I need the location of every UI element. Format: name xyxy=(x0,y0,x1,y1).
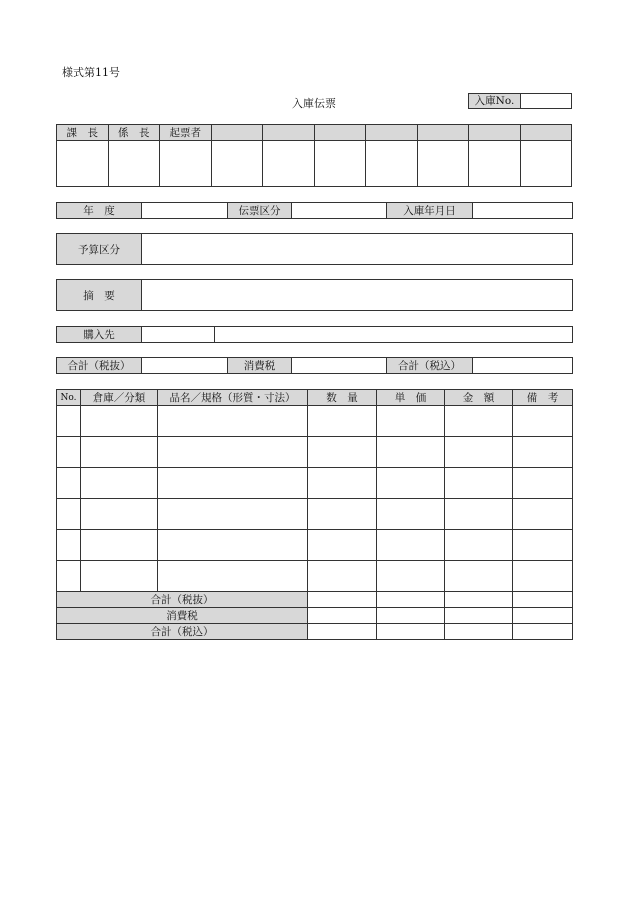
items-tax-remarks[interactable] xyxy=(513,608,573,624)
items-subtotal-quantity[interactable] xyxy=(308,592,377,608)
approval-header-blank xyxy=(417,125,469,141)
items-tax-label: 消費税 xyxy=(57,608,308,624)
page-title: 入庫伝票 xyxy=(292,97,336,110)
approval-header-blank xyxy=(211,125,263,141)
approval-header-blank xyxy=(520,125,572,141)
stamp-cell[interactable] xyxy=(314,141,366,187)
item-quantity-cell[interactable] xyxy=(308,530,377,561)
budget-label: 予算区分 xyxy=(57,234,142,265)
item-warehouse-cell[interactable] xyxy=(81,437,158,468)
items-header-warehouse: 倉庫／分類 xyxy=(81,390,158,406)
receipt-date-label: 入庫年月日 xyxy=(387,203,473,219)
item-product-cell[interactable] xyxy=(158,406,308,437)
total-field[interactable] xyxy=(473,358,573,374)
item-quantity-cell[interactable] xyxy=(308,561,377,592)
item-amount-cell[interactable] xyxy=(445,561,513,592)
item-product-cell[interactable] xyxy=(158,468,308,499)
items-subtotal-label: 合計（税抜） xyxy=(57,592,308,608)
receipt-date-field[interactable] xyxy=(473,203,573,219)
item-no-cell[interactable] xyxy=(57,561,81,592)
info-row xyxy=(56,202,573,219)
stamp-cell[interactable] xyxy=(366,141,418,187)
table-row xyxy=(57,406,573,437)
table-row xyxy=(57,437,573,468)
receipt-no-label: 入庫No. xyxy=(468,93,521,109)
summary-field[interactable] xyxy=(142,280,573,311)
form-number: 様式第11号 xyxy=(62,66,120,79)
items-header-unit-price: 単 価 xyxy=(377,390,445,406)
table-row xyxy=(57,499,573,530)
slip-category-label: 伝票区分 xyxy=(228,203,292,219)
supplier-label: 購入先 xyxy=(57,327,142,343)
item-amount-cell[interactable] xyxy=(445,468,513,499)
item-unit-price-cell[interactable] xyxy=(377,499,445,530)
item-remarks-cell[interactable] xyxy=(513,406,573,437)
item-no-cell[interactable] xyxy=(57,437,81,468)
items-header-product: 品名／規格（形質・寸法） xyxy=(158,390,308,406)
stamp-cell[interactable] xyxy=(263,141,315,187)
items-total-amount[interactable] xyxy=(445,624,513,640)
items-header-quantity: 数 量 xyxy=(308,390,377,406)
items-total-label: 合計（税込） xyxy=(57,624,308,640)
items-subtotal-amount[interactable] xyxy=(445,592,513,608)
approval-header-blank xyxy=(263,125,315,141)
item-quantity-cell[interactable] xyxy=(308,437,377,468)
table-row xyxy=(57,561,573,592)
approval-header-chief: 係 長 xyxy=(108,125,160,141)
approval-header-blank xyxy=(366,125,418,141)
item-warehouse-cell[interactable] xyxy=(81,499,158,530)
stamp-cell[interactable] xyxy=(520,141,572,187)
item-no-cell[interactable] xyxy=(57,499,81,530)
stamp-cell[interactable] xyxy=(211,141,263,187)
fiscal-year-label: 年 度 xyxy=(57,203,142,219)
item-warehouse-cell[interactable] xyxy=(81,530,158,561)
item-no-cell[interactable] xyxy=(57,406,81,437)
stamp-cell[interactable] xyxy=(469,141,521,187)
summary-label: 摘 要 xyxy=(57,280,142,311)
item-quantity-cell[interactable] xyxy=(308,468,377,499)
items-tax-unit-price[interactable] xyxy=(377,608,445,624)
item-warehouse-cell[interactable] xyxy=(81,561,158,592)
table-row xyxy=(57,530,573,561)
stamp-cell-manager[interactable] xyxy=(57,141,109,187)
items-total-quantity[interactable] xyxy=(308,624,377,640)
approval-header-blank xyxy=(469,125,521,141)
approval-table xyxy=(56,124,572,187)
stamp-cell-drafter[interactable] xyxy=(160,141,212,187)
subtotal-field[interactable] xyxy=(142,358,228,374)
items-tax-amount[interactable] xyxy=(445,608,513,624)
item-amount-cell[interactable] xyxy=(445,437,513,468)
item-unit-price-cell[interactable] xyxy=(377,406,445,437)
item-amount-cell[interactable] xyxy=(445,499,513,530)
items-header-no: No. xyxy=(57,390,81,406)
item-product-cell[interactable] xyxy=(158,437,308,468)
subtotal-label: 合計（税抜） xyxy=(57,358,142,374)
item-warehouse-cell[interactable] xyxy=(81,468,158,499)
item-unit-price-cell[interactable] xyxy=(377,530,445,561)
item-no-cell[interactable] xyxy=(57,530,81,561)
supplier-name-field[interactable] xyxy=(215,327,573,343)
approval-header-manager: 課 長 xyxy=(57,125,109,141)
items-table xyxy=(56,389,573,640)
item-product-cell[interactable] xyxy=(158,530,308,561)
total-label: 合計（税込） xyxy=(387,358,473,374)
totals-row xyxy=(56,357,573,374)
items-header-remarks: 備 考 xyxy=(513,390,573,406)
tax-label: 消費税 xyxy=(228,358,292,374)
receipt-no-field[interactable] xyxy=(520,93,572,109)
items-header-amount: 金 額 xyxy=(445,390,513,406)
stamp-cell[interactable] xyxy=(417,141,469,187)
item-quantity-cell[interactable] xyxy=(308,406,377,437)
item-unit-price-cell[interactable] xyxy=(377,437,445,468)
item-remarks-cell[interactable] xyxy=(513,499,573,530)
items-subtotal-unit-price[interactable] xyxy=(377,592,445,608)
item-remarks-cell[interactable] xyxy=(513,561,573,592)
items-total-remarks[interactable] xyxy=(513,624,573,640)
budget-field[interactable] xyxy=(142,234,573,265)
item-amount-cell[interactable] xyxy=(445,530,513,561)
summary-row xyxy=(56,279,573,311)
item-remarks-cell[interactable] xyxy=(513,530,573,561)
item-product-cell[interactable] xyxy=(158,561,308,592)
approval-header-drafter: 起票者 xyxy=(160,125,212,141)
items-body xyxy=(57,406,573,592)
supplier-code-field[interactable] xyxy=(142,327,215,343)
item-unit-price-cell[interactable] xyxy=(377,561,445,592)
items-total-unit-price[interactable] xyxy=(377,624,445,640)
approval-header-blank xyxy=(314,125,366,141)
item-product-cell[interactable] xyxy=(158,499,308,530)
item-remarks-cell[interactable] xyxy=(513,437,573,468)
items-tax-quantity[interactable] xyxy=(308,608,377,624)
items-subtotal-remarks[interactable] xyxy=(513,592,573,608)
supplier-row xyxy=(56,326,573,343)
item-remarks-cell[interactable] xyxy=(513,468,573,499)
item-unit-price-cell[interactable] xyxy=(377,468,445,499)
item-warehouse-cell[interactable] xyxy=(81,406,158,437)
table-row xyxy=(57,468,573,499)
tax-field[interactable] xyxy=(292,358,387,374)
item-amount-cell[interactable] xyxy=(445,406,513,437)
item-no-cell[interactable] xyxy=(57,468,81,499)
stamp-cell-chief[interactable] xyxy=(108,141,160,187)
item-quantity-cell[interactable] xyxy=(308,499,377,530)
slip-category-field[interactable] xyxy=(292,203,387,219)
budget-row xyxy=(56,233,573,265)
fiscal-year-field[interactable] xyxy=(142,203,228,219)
